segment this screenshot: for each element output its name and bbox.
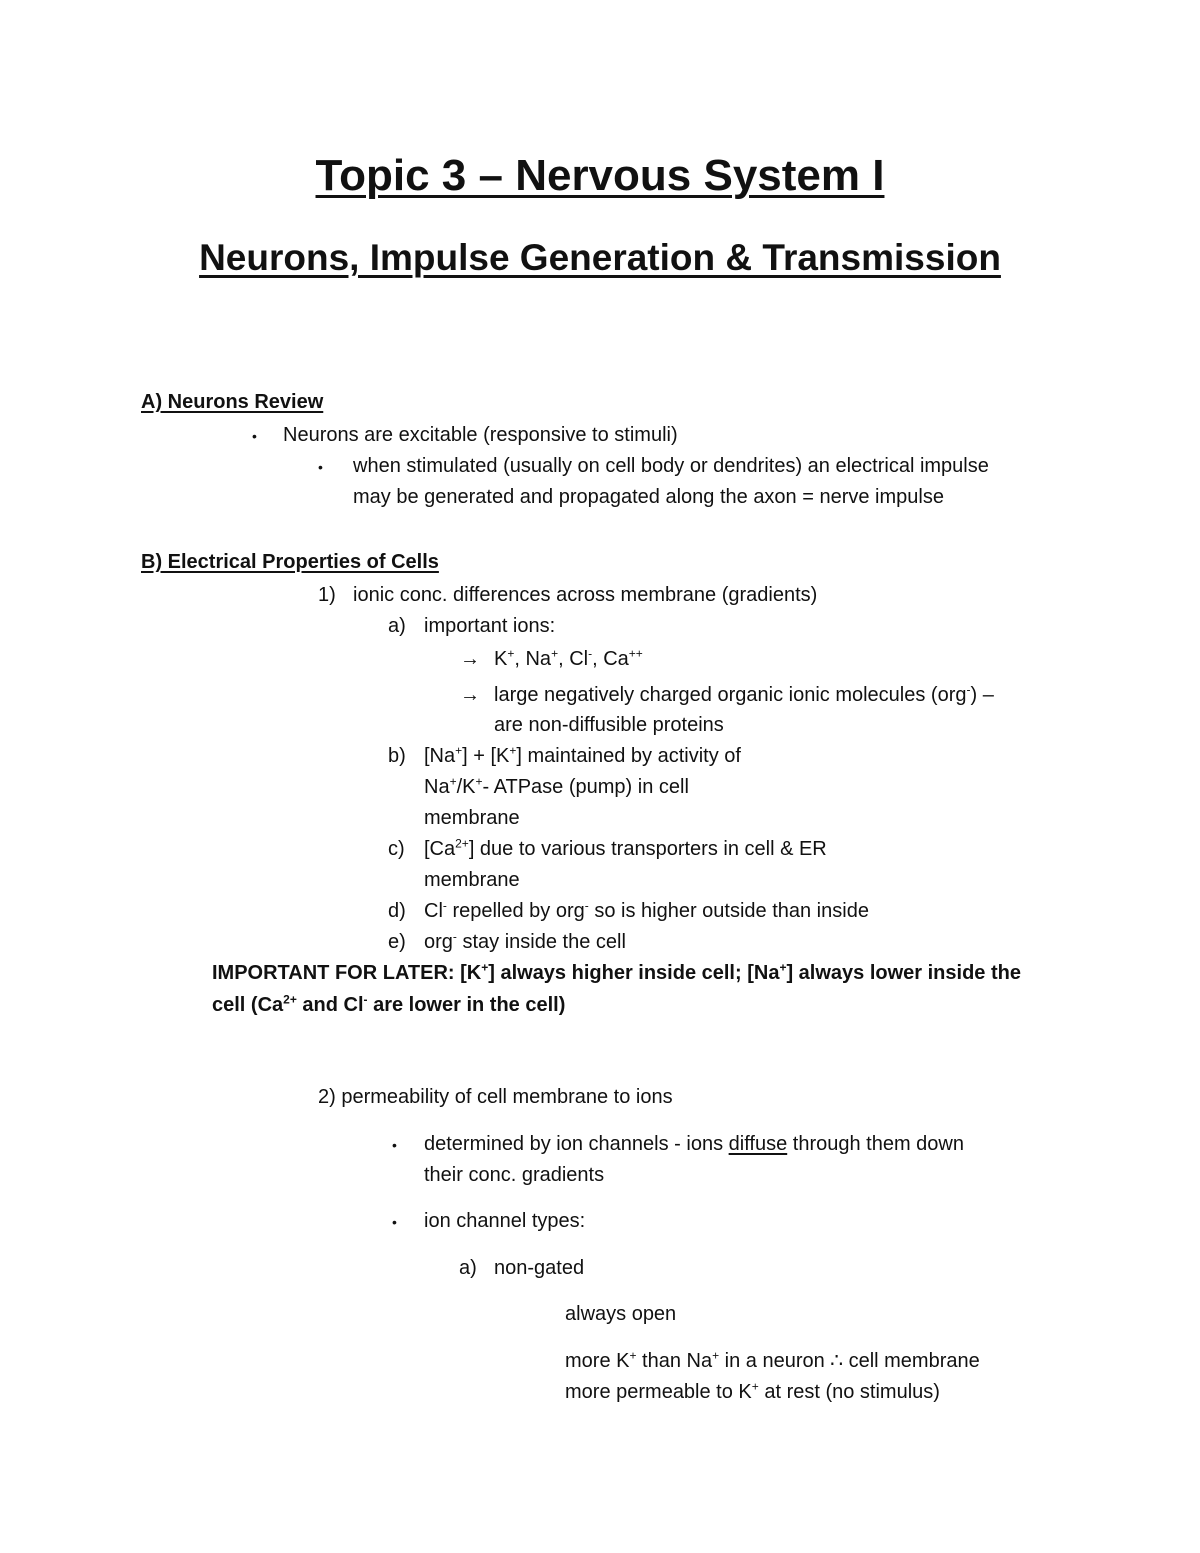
page-subtitle: Neurons, Impulse Generation & Transmission: [199, 237, 1001, 278]
arrow-marker: →: [460, 684, 480, 706]
item-c-line1: $[Ca^{2+}]$ due to various transporters in cell & ER: [424, 836, 827, 860]
ions-list: K+, Na+, Cl-, Ca++: [494, 646, 643, 670]
item-d-text: Cl- repelled by org- so is higher outside than inside: [424, 898, 869, 922]
organic-ions-line2: are non-diffusible proteins: [494, 714, 724, 736]
permeability-line2: more permeable to K+ at rest (no stimulus): [565, 1379, 940, 1403]
list-marker: 1): [318, 584, 336, 606]
bullet-marker: •: [252, 428, 257, 444]
section-a-bullet: Neurons are excitable (responsive to stimuli): [283, 424, 678, 446]
list-marker: b): [388, 745, 406, 767]
page-title: Topic 3 – Nervous System I: [315, 151, 885, 200]
item-b-line3: membrane: [424, 807, 520, 829]
important-note-line1: IMPORTANT FOR LATER: [K+] always higher inside cell; [Na+] always lower inside the: [212, 960, 1021, 984]
list-marker: a): [459, 1257, 477, 1279]
item-e-text: org- stay inside the cell: [424, 929, 626, 953]
ion-channels-line1: determined by ion channels - ions diffuse through them down: [424, 1133, 964, 1155]
bullet-marker: •: [392, 1137, 397, 1153]
list-marker: c): [388, 838, 405, 860]
channel-types-text: ion channel types:: [424, 1210, 586, 1232]
ion-channels-line2: their conc. gradients: [424, 1164, 605, 1186]
list-marker: a): [388, 615, 406, 637]
item-c-line2: membrane: [424, 869, 520, 891]
bullet-marker: •: [318, 459, 323, 475]
list-marker: e): [388, 931, 406, 953]
non-gated-text: non-gated: [494, 1257, 585, 1279]
list-marker: d): [388, 900, 406, 922]
bullet-marker: •: [392, 1214, 397, 1230]
arrow-marker: →: [460, 648, 480, 670]
item-2-text: 2) permeability of cell membrane to ions: [318, 1086, 673, 1108]
important-note-line2: cell ($Ca^{2+}$ and Cl- are lower in the cell): [212, 992, 566, 1016]
section-a-heading: A) Neurons Review: [141, 391, 324, 413]
item-b-line2: Na+/K+- ATPase (pump) in cell: [424, 774, 689, 798]
section-a-subbullet-line2: may be generated and propagated along the axon = nerve impulse: [353, 486, 944, 508]
permeability-line1: more K+ than Na+ in a neuron ∴ cell membrane: [565, 1348, 980, 1372]
item-b-line1: [Na+] + [K+] maintained by activity of: [424, 743, 741, 767]
always-open-text: always open: [565, 1303, 677, 1325]
underlined-word: diffuse: [728, 1133, 788, 1155]
organic-ions-line1: large negatively charged organic ionic molecules (org-) –: [494, 682, 994, 706]
section-a-subbullet-line1: when stimulated (usually on cell body or dendrites) an electrical impulse: [353, 455, 989, 477]
section-b-heading: B) Electrical Properties of Cells: [141, 551, 439, 573]
item-a-text: important ions:: [424, 615, 556, 637]
item-1-text: ionic conc. differences across membrane (gradients): [353, 584, 818, 606]
